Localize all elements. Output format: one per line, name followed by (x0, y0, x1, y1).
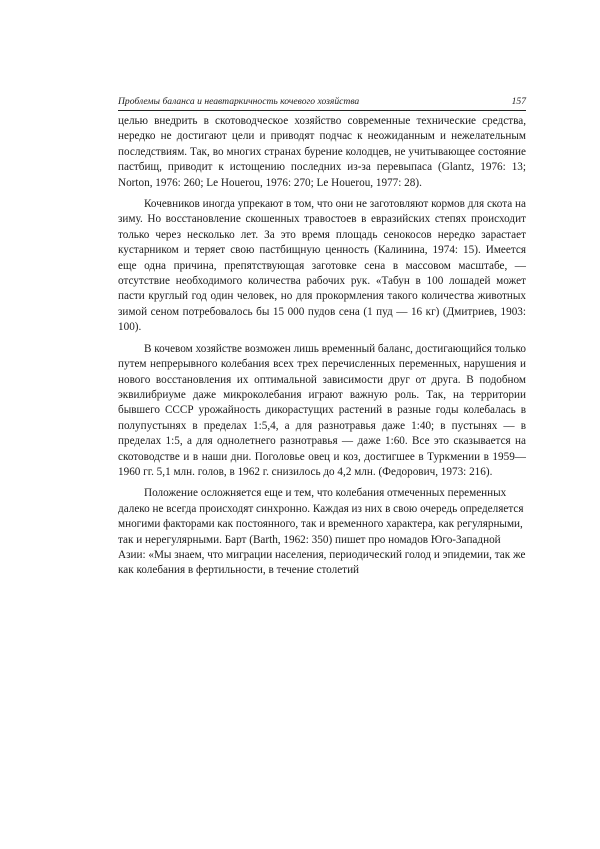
body-text (118, 114, 526, 579)
page-number: 157 (511, 96, 526, 107)
paragraph-2: Кочевников иногда упрекают в том, что они не заготовляют кормов для скота на зиму. Но восстановление скошенных травостоев в евразийских степях происходит только через несколько лет. За это время площадь сенокосов нередко зарастает кустарником и теряет свою пастбищную ценность (Калинина, 1974: 15). Имеется еще одна причина, препятствующая заготовке сена в массовом масштабе, — отсутствие необходимого количества рабочих рук. «Табун в 100 лошадей может пасти круглый год один человек, но для прокормления такого количества животных зимой сеном потребовалось бы 15 000 пудов сена (1 пуд — 16 кг) (Дмитриев, 1903: 100). (118, 198, 526, 334)
paragraph-3: В кочевом хозяйстве возможен лишь временный баланс, достигающийся только путем непрерывного колебания всех трех перечисленных переменных, нарушения и нового восстановления их оптимальной зависимости друг от друга. В подобном эквилибриуме даже микроколебания играют важную роль. Так, на территории бывшего СССР урожайность дикорастущих растений в разные годы колебалась в полупустынях в пределах 1:5,4, а для разнотравья даже 1:40; в пустынях — в пределах 1:5, а для однолетнего разнотравья — даже 1:60. Все это сказывается на скотоводстве и в наши дни. Поголовье овец и коз, достигшее в Туркмении в 1959—1960 гг. 5,1 млн. голов, в 1962 г. снизилось до 4,2 млн. (Федорович, 1973: 216). (118, 342, 526, 478)
running-header (118, 96, 526, 111)
paragraph-1: целью внедрить в скотоводческое хозяйство современные технические средства, нередко не достигают цели и приводят подчас к неожиданным и нежелательным последствиям. Так, во многих странах бурение колодцев, не учитывающее состояние пастбищ, приводит к истощению последних из-за перевыпаса (Glantz, 1976: 13; Norton, 1976: 260; Le Houerou, 1976: 270; Le Houerou, 1977: 28). (118, 115, 526, 189)
paragraph-4: Положение осложняется еще и тем, что колебания отмеченных переменных далеко не всегда происходят синхронно. Каждая из них в свою очередь определяется многими факторами как постоянного, так и временного характера, как регулярными, так и нерегулярными. Барт (Barth, 1962: 350) пишет про номадов Юго-Западной Азии: «Мы знаем, что миграции населения, периодический голод и эпидемии, так же как колебания в фертильности, в течение столетий (118, 487, 526, 577)
header-title: Проблемы баланса и неавтаркичность кочевого хозяйства (118, 96, 360, 107)
